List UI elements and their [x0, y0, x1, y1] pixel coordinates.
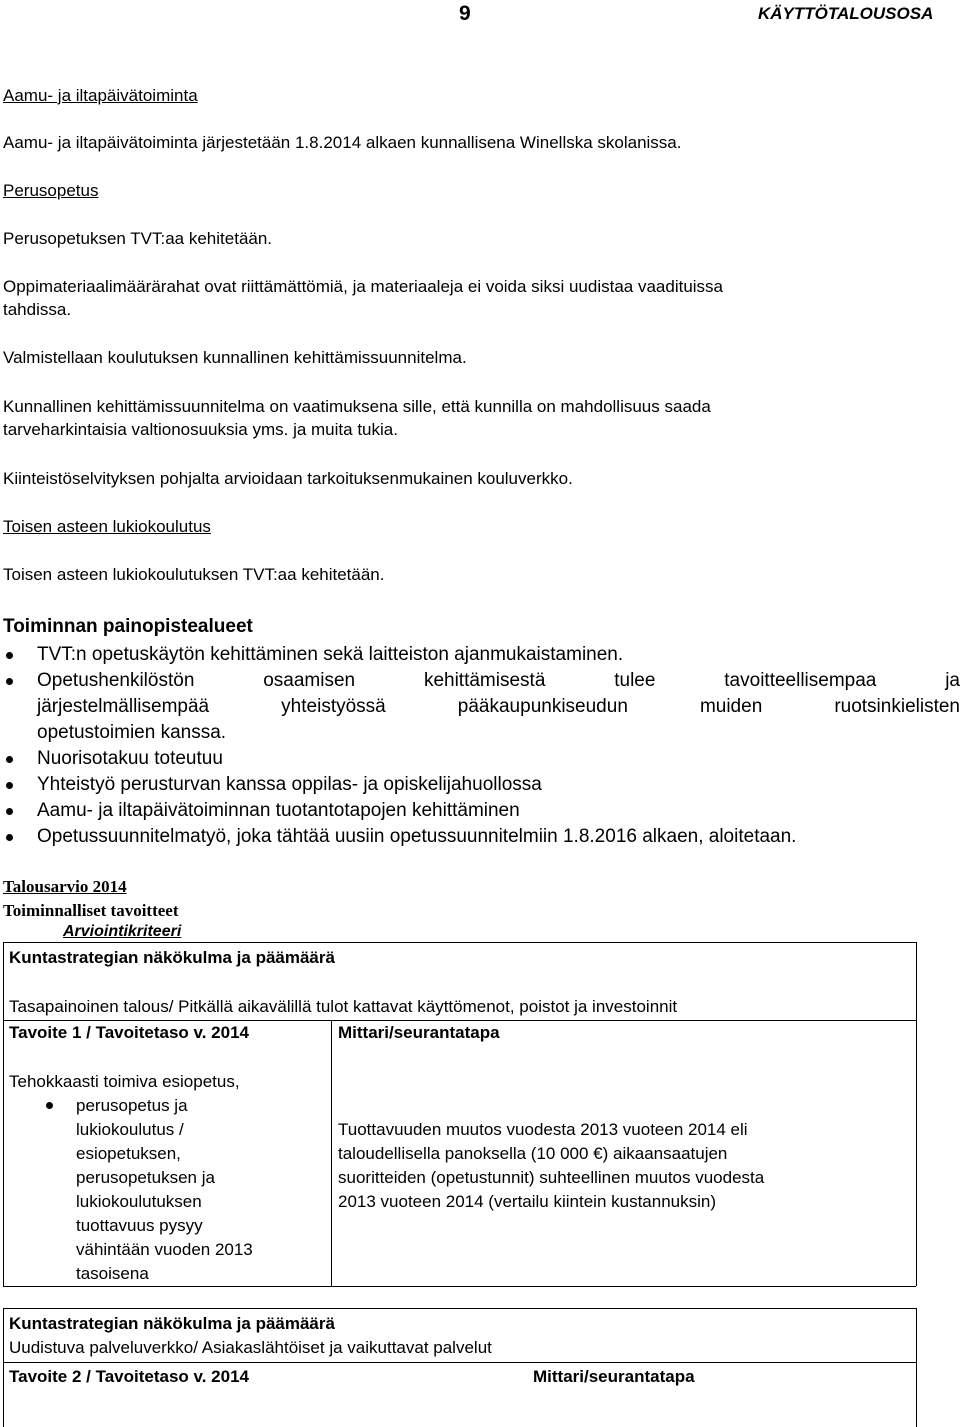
perusopetus-p2-line2: tahdissa. [3, 300, 72, 319]
painopiste-b4: Yhteistyö perusturvan kanssa oppilas- ja opiskelijahuollossa [37, 774, 542, 795]
painopiste-b2-line3: opetustoimien kanssa. [37, 722, 227, 743]
table1-right-line: suoritteiden (opetustunnit) suhteellinen muutos vuodesta [338, 1168, 765, 1187]
painopiste-b5: Aamu- ja iltapäivätoiminnan tuotantotapojen kehittäminen [37, 800, 520, 821]
section-title: KÄYTTÖTALOUSOSA [758, 4, 934, 23]
bullet-icon [6, 678, 13, 685]
bullet-icon [46, 1102, 53, 1109]
table1-right-line: Tuottavuuden muutos vuodesta 2013 vuoteen 2014 eli [338, 1120, 748, 1139]
bullet-icon [6, 782, 13, 789]
table1-col2-header: Mittari/seurantatapa [338, 1023, 500, 1042]
bullet-icon [6, 808, 13, 815]
budget-title: Talousarvio 2014 [3, 877, 127, 896]
criteria-label: Arviointikriteeri [63, 923, 182, 940]
perusopetus-p4-line1: Kunnallinen kehittämissuunnitelma on vaatimuksena sille, että kunnilla on mahdollisuus saada [3, 397, 711, 416]
bullet-icon [6, 756, 13, 763]
perusopetus-p3: Valmistellaan koulutuksen kunnallinen kehittämissuunnitelma. [3, 348, 467, 367]
painopiste-b1: TVT:n opetuskäytön kehittäminen sekä laitteiston ajanmukaistaminen. [37, 644, 624, 665]
table1-right-line: 2013 vuoteen 2014 (vertailu kiintein kustannuksin) [338, 1192, 717, 1211]
aamu-heading: Aamu- ja iltapäivätoiminta [3, 86, 198, 105]
painopiste-heading: Toiminnan painopistealueet [3, 616, 253, 637]
table1-col1-header: Tavoite 1 / Tavoitetaso v. 2014 [9, 1023, 249, 1042]
table1-right-line: taloudellisella panoksella (10 000 €) aikaansaatujen [338, 1144, 728, 1163]
painopiste-b6: Opetussuunnitelmatyö, joka tähtää uusiin opetussuunnitelmiin 1.8.2016 alkaen, aloitetaan. [37, 826, 797, 847]
aamu-text: Aamu- ja iltapäivätoiminta järjestetään 1.8.2014 alkaen kunnallisena Winellska skolanissa. [3, 133, 682, 152]
perusopetus-heading: Perusopetus [3, 181, 99, 200]
table1-left-line: vähintään vuoden 2013 [76, 1240, 253, 1259]
table1-left-line: esiopetuksen, [76, 1144, 181, 1163]
page-number: 9 [459, 2, 471, 25]
budget-subtitle: Toiminnalliset tavoitteet [3, 901, 179, 920]
perusopetus-p1: Perusopetuksen TVT:aa kehitetään. [3, 229, 273, 248]
table1-left-line: lukiokoulutuksen [76, 1192, 202, 1211]
table1-left-line: tasoisena [76, 1264, 149, 1283]
table1-left-line: perusopetuksen ja [76, 1168, 215, 1187]
perusopetus-p5: Kiinteistöselvityksen pohjalta arvioidaan tarkoituksenmukainen kouluverkko. [3, 469, 573, 488]
table1-left-line: perusopetus ja [76, 1096, 188, 1115]
lukio-text: Toisen asteen lukiokoulutuksen TVT:aa kehitetään. [3, 565, 385, 584]
painopiste-b2-line2: järjestelmällisempää yhteistyössä pääkaupunkiseudun muiden ruotsinkielisten [37, 696, 960, 717]
table2-col1-header: Tavoite 2 / Tavoitetaso v. 2014 [9, 1367, 249, 1386]
table2-goal: Uudistuva palveluverkko/ Asiakaslähtöiset ja vaikuttavat palvelut [9, 1338, 492, 1357]
table1-left-line: tuottavuus pysyy [76, 1216, 203, 1235]
table1-left-intro: Tehokkaasti toimiva esiopetus, [9, 1072, 240, 1091]
table1-heading: Kuntastrategian näkökulma ja päämäärä [9, 948, 335, 967]
bullet-icon [6, 834, 13, 841]
table2-heading: Kuntastrategian näkökulma ja päämäärä [9, 1314, 335, 1333]
table1-goal: Tasapainoinen talous/ Pitkällä aikavälillä tulot kattavat käyttömenot, poistot ja investoinnit [9, 997, 678, 1016]
table2-col2-header: Mittari/seurantatapa [533, 1367, 695, 1386]
painopiste-b2-line1: Opetushenkilöstön osaamisen kehittämisestä tulee tavoitteellisempaa ja [37, 670, 960, 691]
lukio-heading: Toisen asteen lukiokoulutus [3, 517, 211, 536]
table1-left-line: lukiokoulutus / [76, 1120, 184, 1139]
bullet-icon [6, 652, 13, 659]
perusopetus-p2-line1: Oppimateriaalimäärärahat ovat riittämättömiä, ja materiaaleja ei voida siksi uudistaa vaadituissa [3, 277, 724, 296]
painopiste-b3: Nuorisotakuu toteutuu [37, 748, 223, 769]
perusopetus-p4-line2: tarveharkintaisia valtionosuuksia yms. ja muita tukia. [3, 420, 398, 439]
